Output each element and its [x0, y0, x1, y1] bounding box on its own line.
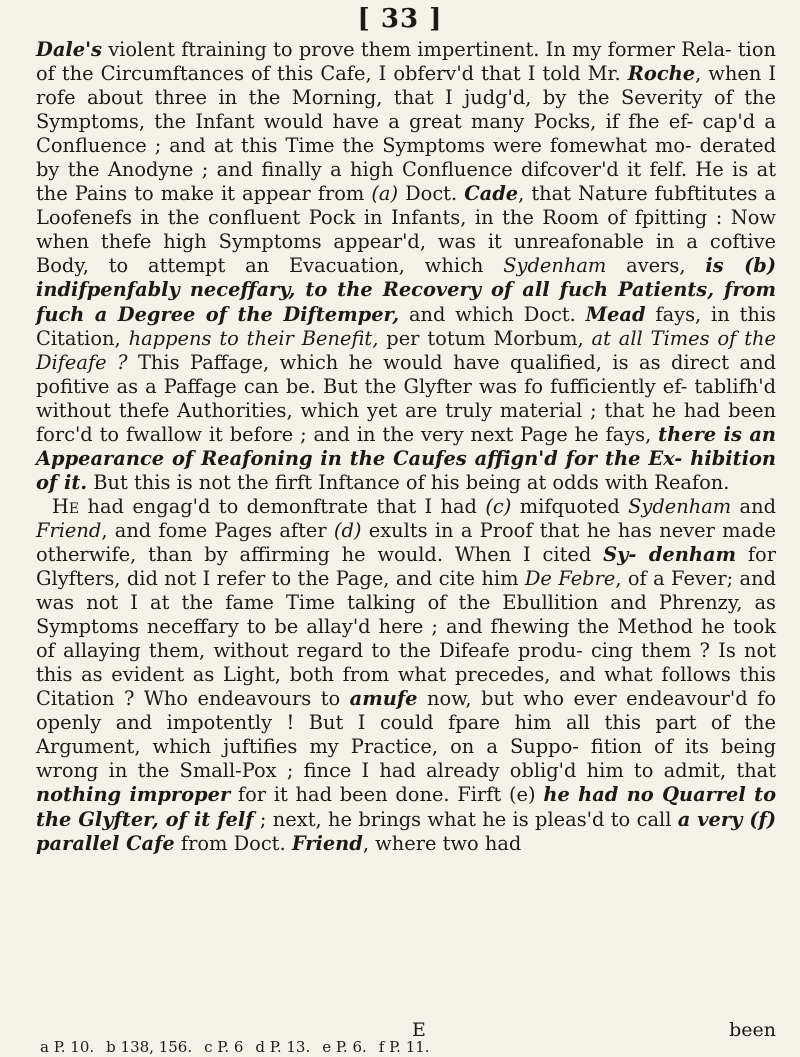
text-run: Friend	[36, 518, 102, 542]
text-run: Mead	[585, 302, 646, 326]
footnote: f P. 11.	[378, 1038, 430, 1056]
footnote: b 138, 156.	[106, 1038, 193, 1056]
text-run: for Glyfters, did not I refer to the Page, and cite him	[36, 542, 776, 591]
text-run: fays, in this Citation,	[36, 302, 776, 350]
paragraph-1	[36, 38, 776, 495]
text-run: (a)	[371, 182, 399, 206]
text-run: amufe	[349, 687, 418, 711]
text-run: Cade	[464, 182, 519, 206]
signature-mark: E	[412, 1019, 426, 1041]
text-run: , that Nature fubftitutes a Loofenefs in the confluent Pock in Infants, in the Room of fpitting : Now when thefe high Symptoms appear'd, was it unreafonable in a coftive Body, to attempt an Evacuation, which	[36, 182, 776, 278]
text-run: nothing improper	[36, 783, 231, 807]
text-run: avers,	[606, 254, 706, 278]
text-run: Sydenham	[503, 254, 607, 278]
text-run: , of a Fever; and was not I at the fame Time talking of the Ebullition and Phrenzy, as Symptoms neceffary to be allay'd here ; and fhewing the Method he took of allaying them, without regard to the Difeafe produ- cing them ? Is not this as evident as Light, both from what precedes, and what follows this Citation ? Who endeavours to	[36, 567, 776, 711]
text-run: is (b) indifpenfably neceffary, to the Recovery of all fuch Patients, from fuch a Degree of the Diftemper,	[36, 254, 777, 326]
text-run: and which Doct.	[399, 302, 586, 326]
text-run: violent ftraining to prove them impertinent. In my former Rela- tion of the Circumftances of this Cafe, I obferv'd that I told Mr.	[36, 38, 776, 86]
text-run: happens to their Benefit,	[128, 326, 379, 350]
paragraph-2	[36, 495, 776, 856]
text-run: Roche	[627, 62, 696, 86]
text-run: He	[52, 494, 80, 518]
text-run: ; next, he brings what he is pleas'd to call	[253, 807, 678, 831]
text-run: (c)	[485, 494, 512, 518]
text-run: But this is not the firft Inftance of his being at odds with Reafon.	[87, 470, 730, 494]
footnote: c P. 6	[204, 1038, 244, 1056]
catchword: been	[729, 1019, 776, 1041]
text-run: at all Times of the Difeafe ?	[36, 326, 777, 374]
text-run: Doct.	[398, 182, 465, 206]
text-run: De Febre	[524, 567, 616, 591]
text-run: Sydenham	[628, 494, 732, 518]
text-run: (d)	[333, 518, 362, 542]
text-run: , when I rofe about three in the Morning, that I judg'd, by the Severity of the Symptoms, the Infant would have a great many Pocks, if fhe ef- cap'd a Confluence ; and at this Time the Symptoms were fomewhat mo- derated by the Anodyne ; and finally a high Confluence difcover'd it felf. He is at the Pains to make it appear from	[36, 62, 777, 206]
text-run: for it had been done. Firft (e)	[230, 783, 544, 807]
text-run: mifquoted	[511, 494, 629, 518]
text-run: he had no Quarrel to the Glyfter, of it felf	[36, 783, 776, 831]
footnote: a P. 10.	[40, 1038, 95, 1056]
text-run: from Doct.	[174, 831, 292, 855]
text-run: per totum Morbum,	[378, 326, 592, 350]
page-number: [ 33 ]	[357, 4, 443, 34]
text-run: , and fome Pages after	[101, 518, 334, 542]
text-run: exults in a Proof that he has never made otherwife, than by affirming he would. When I cited	[36, 518, 776, 566]
body-text	[36, 38, 776, 856]
text-run: , where two had	[362, 831, 522, 855]
text-run: Friend	[291, 831, 363, 855]
text-run: Sy- denham	[603, 542, 737, 566]
footnote: d P. 13.	[255, 1038, 311, 1056]
text-run: a very (f) parallel Cafe	[36, 807, 777, 855]
text-run: This Paffage, which he would have qualified, is as direct and pofitive as a Paffage can be. But the Glyfter was fo fufficiently ef- tablifh'd without thefe Authorities, which yet are truly material ; that he had been forc'd to fwallow it before ; and in the very next Page he fays,	[36, 350, 776, 446]
footnote: e P. 6.	[322, 1038, 367, 1056]
text-run: had engag'd to demonftrate that I had	[79, 494, 486, 518]
text-run: Dale's	[36, 38, 102, 61]
footnotes	[40, 1038, 780, 1056]
text-run: and	[731, 494, 776, 518]
text-run: now, but who ever endeavour'd fo openly and impotently ! But I could fpare him all this part of the Argument, which juftifies my Practice, on a Suppo- fition of its being wrong in the Small-Pox ; fince I had already oblig'd him to admit, that	[36, 687, 776, 783]
text-run: there is an Appearance of Reafoning in the Caufes affign'd for the Ex- hibition of it.	[36, 422, 776, 494]
